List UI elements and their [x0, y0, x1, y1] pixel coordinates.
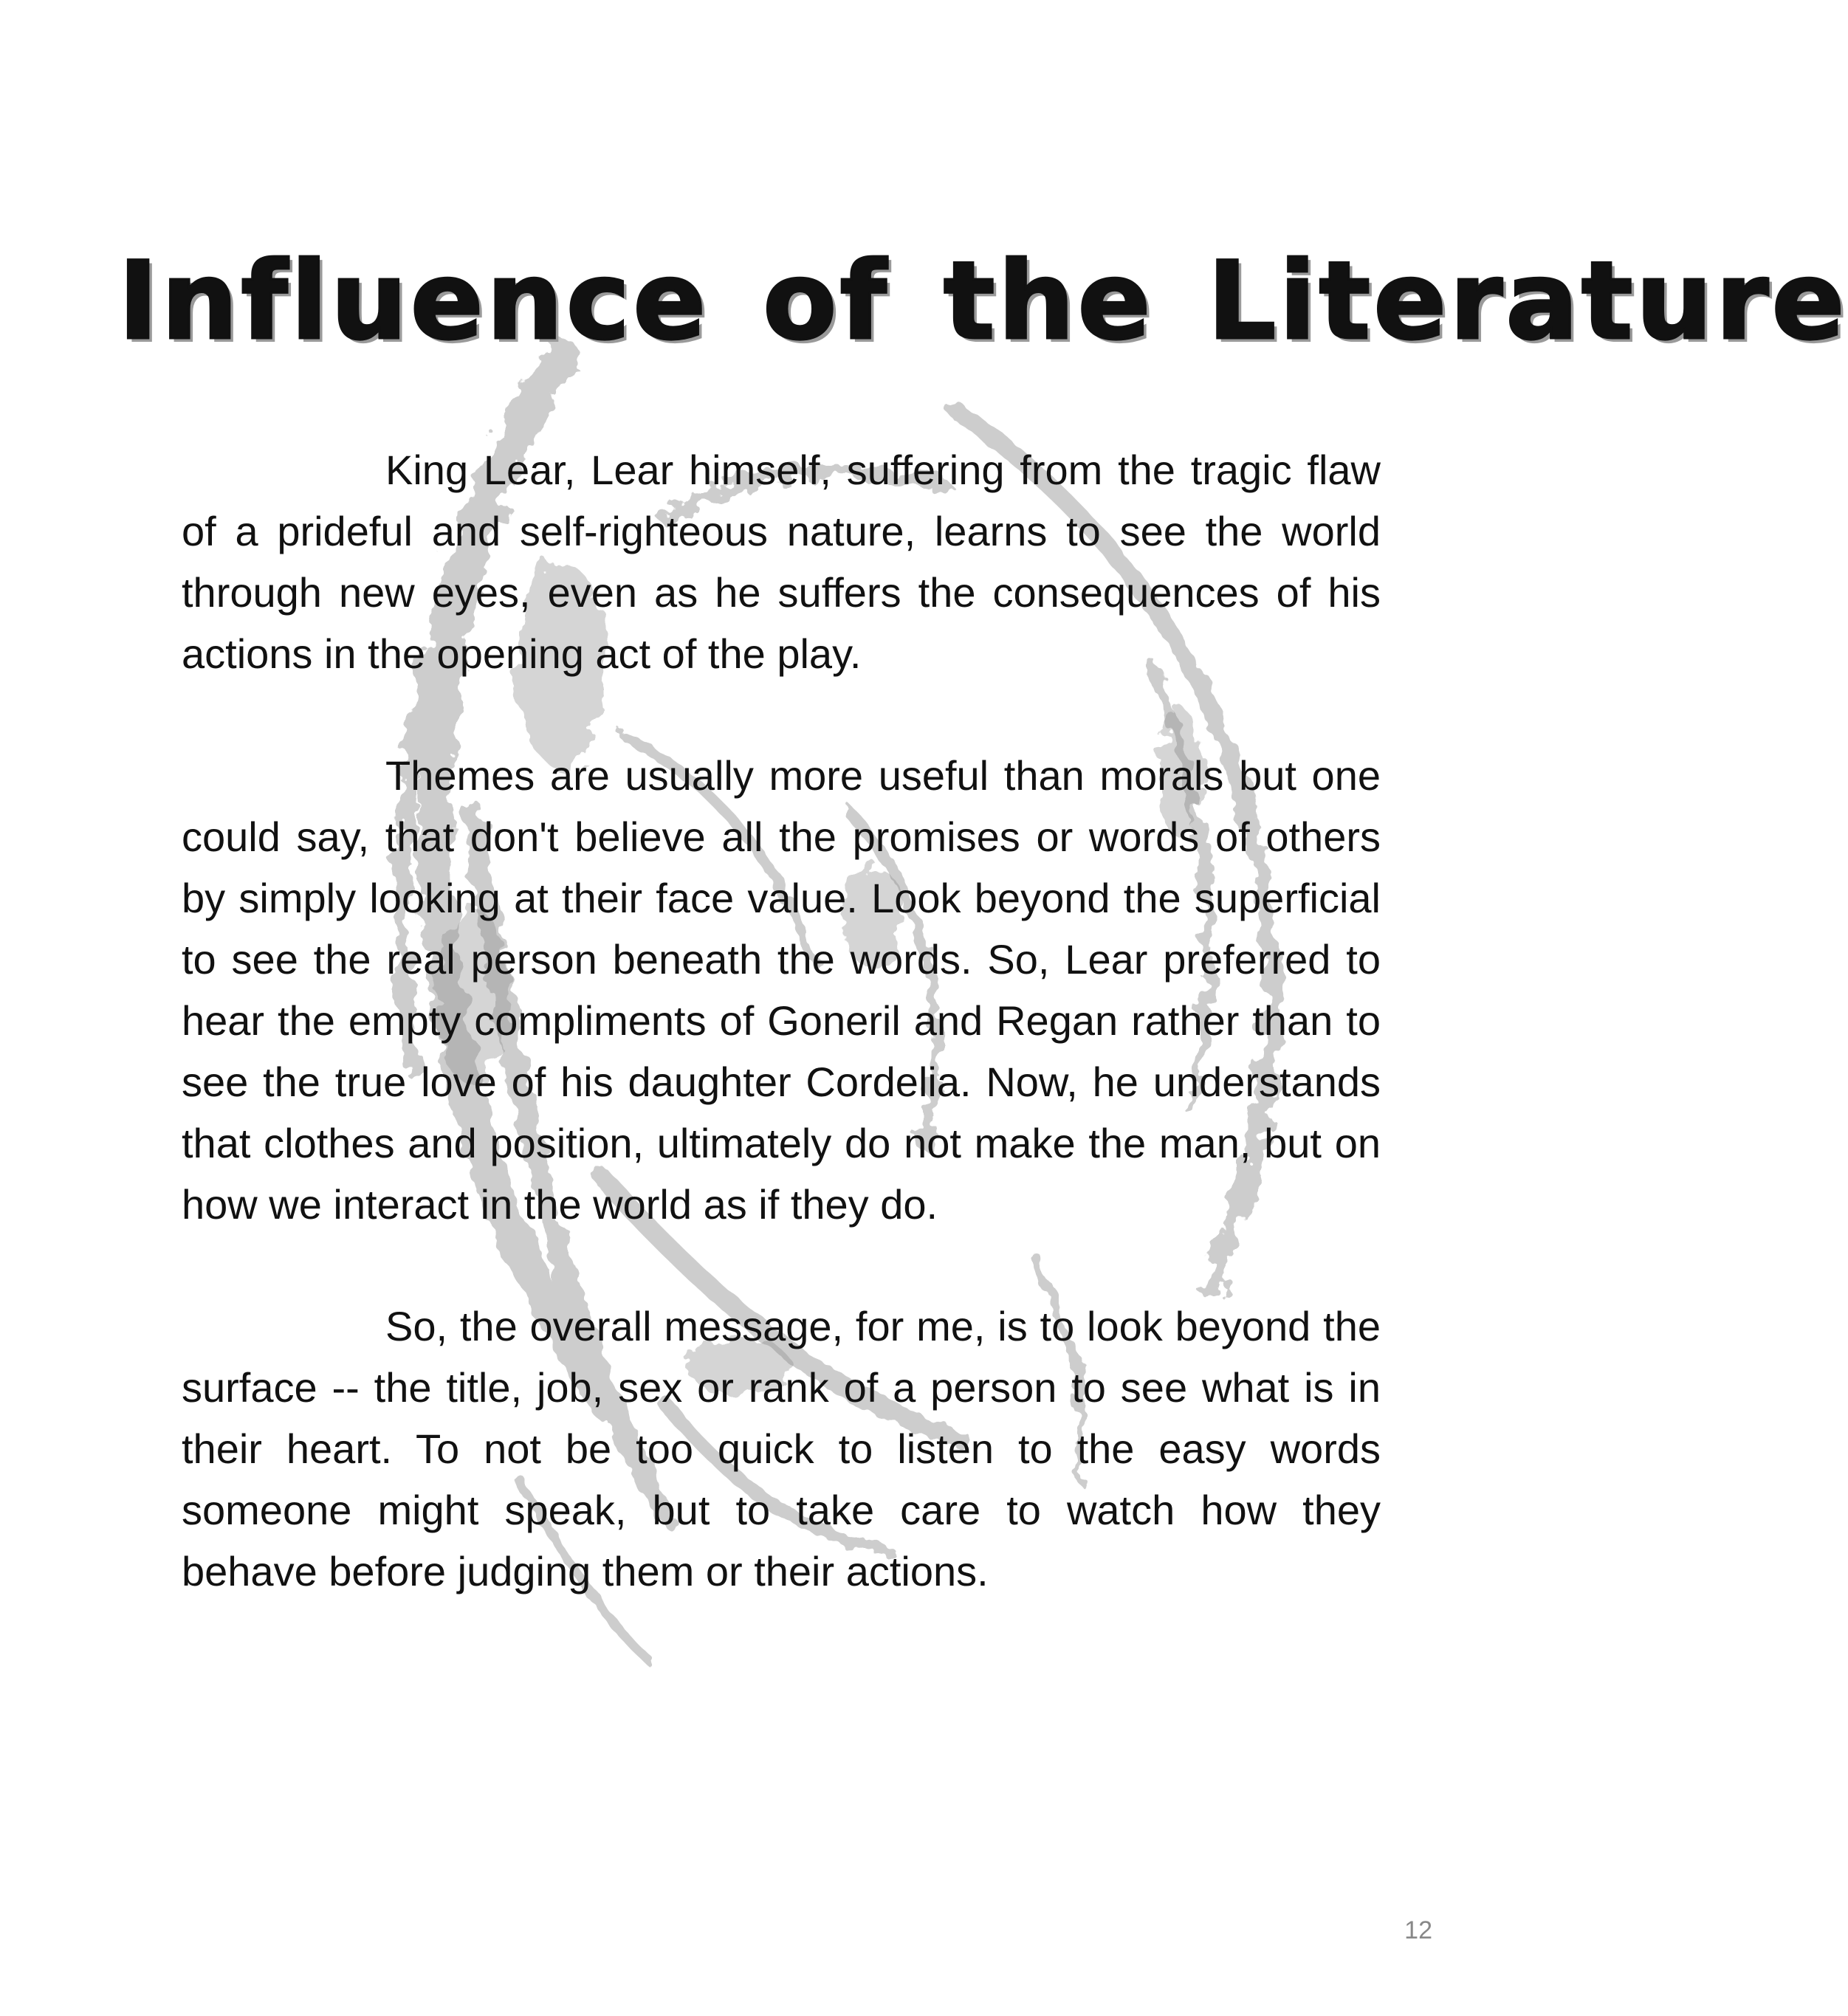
- paragraph-2: Themes are usually more useful than morals but one could say, that don't believe all the promises or words of others by simply looking at their face value. Look beyond the superficial to see the real person beneath the words. So, Lear preferred to hear the empty compliments of Goneril and Regan rather than to see the true love of his daughter Cordelia. Now, he understands that clothes and position, ultimately do not make the man, but on how we interact in the world as if they do.: [182, 752, 1381, 1228]
- paragraph-3: So, the overall message, for me, is to look beyond the surface -- the title, job, sex or rank of a person to see what is in their heart. To not be too quick to listen to the easy words someone might speak, but to take care to watch how they behave before judging them or their actions.: [182, 1303, 1381, 1594]
- page-title: Influence of the Literature: [118, 238, 1848, 364]
- body-text: [182, 439, 1381, 1662]
- page-number: 12: [1404, 1916, 1432, 1944]
- paragraph-1: King Lear, Lear himself, suffering from the tragic flaw of a prideful and self-righteous nature, learns to see the world through new eyes, even as he suffers the consequences of his actions in the opening act of the play.: [182, 447, 1381, 677]
